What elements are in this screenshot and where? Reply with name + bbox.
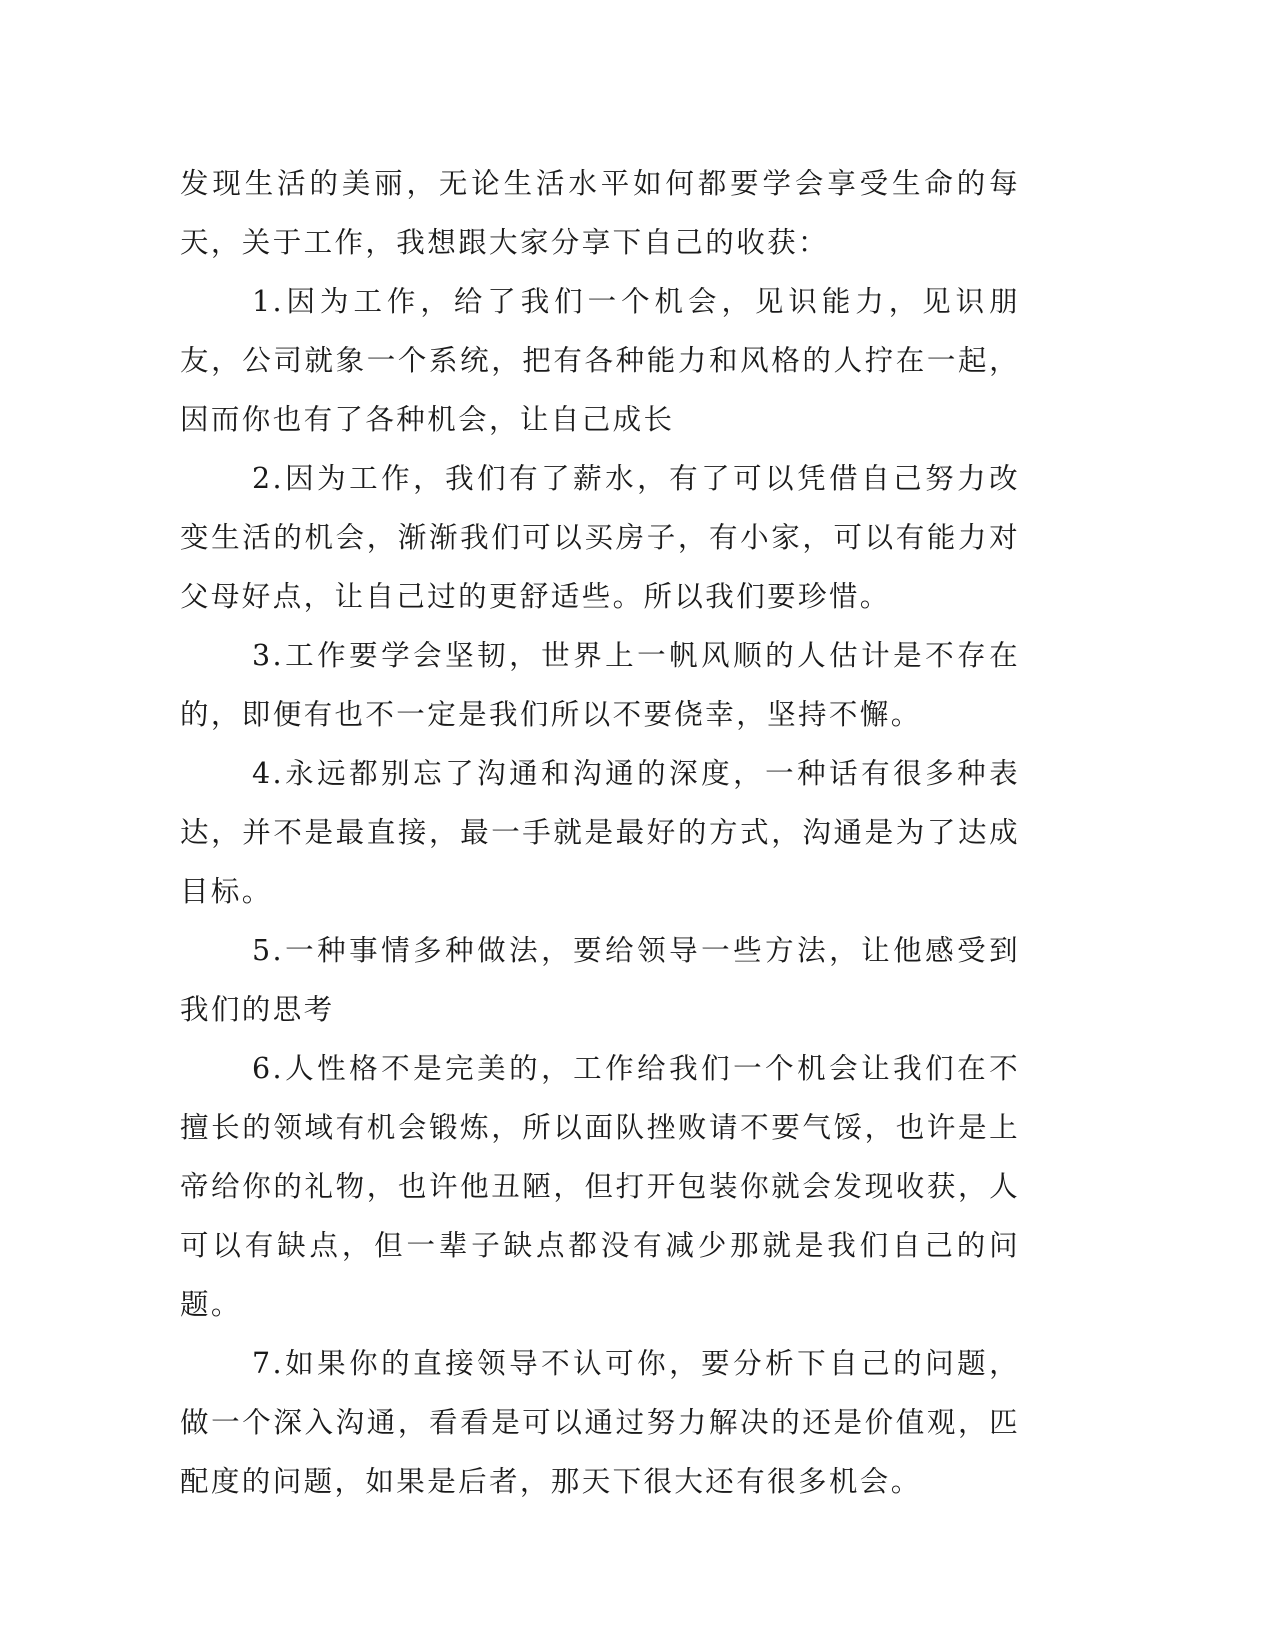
paragraph-item-5: 5.一种事情多种做法，要给领导一些方法，让他感受到我们的思考 <box>180 934 1020 1026</box>
paragraph-item-1: 1.因为工作，给了我们一个机会，见识能力，见识朋友，公司就象一个系统，把有各种能力和风格的人拧在一起，因而你也有了各种机会，让自己成长 <box>180 285 1020 436</box>
paragraph-item-7: 7.如果你的直接领导不认可你，要分析下自己的问题，做一个深入沟通，看看是可以通过努力解决的还是价值观，匹配度的问题，如果是后者，那天下很大还有很多机会。 <box>180 1347 1020 1498</box>
paragraph-item-6: 6.人性格不是完美的，工作给我们一个机会让我们在不擅长的领域有机会锻炼，所以面队挫败请不要气馁，也许是上帝给你的礼物，也许他丑陋，但打开包装你就会发现收获，人可以有缺点，但一辈子缺点都没有减少那就是我们自己的问题。 <box>180 1052 1020 1321</box>
paragraph-item-3: 3.工作要学会坚韧，世界上一帆风顺的人估计是不存在的，即便有也不一定是我们所以不要侥幸，坚持不懈。 <box>180 639 1020 731</box>
document-body <box>180 154 1020 1511</box>
paragraph-intro: 发现生活的美丽，无论生活水平如何都要学会享受生命的每天，关于工作，我想跟大家分享下自己的收获： <box>180 167 1020 259</box>
paragraph-item-4: 4.永远都别忘了沟通和沟通的深度，一种话有很多种表达，并不是最直接，最一手就是最好的方式，沟通是为了达成目标。 <box>180 757 1020 908</box>
paragraph-item-2: 2.因为工作，我们有了薪水，有了可以凭借自己努力改变生活的机会，渐渐我们可以买房子，有小家，可以有能力对父母好点，让自己过的更舒适些。所以我们要珍惜。 <box>180 462 1020 613</box>
